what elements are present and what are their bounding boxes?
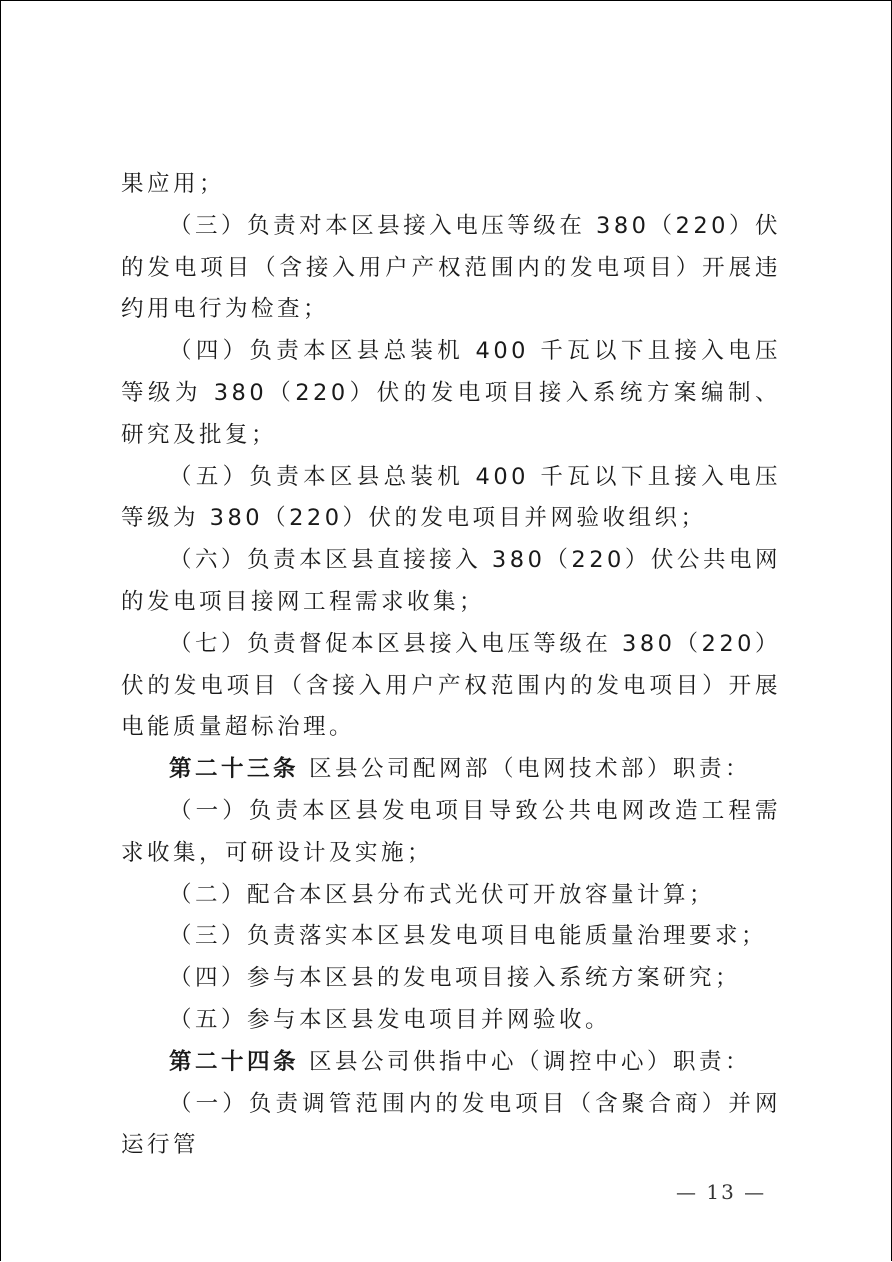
article-23-item-3: （三）负责落实本区县发电项目电能质量治理要求； <box>169 923 768 950</box>
article-24-heading: 第二十四条 <box>169 1048 300 1075</box>
paragraph-continuation: 果应用； <box>121 171 226 197</box>
article-24-item-1: （一）负责调管范围内的发电项目（含聚合商）并网运行管 <box>121 1090 781 1159</box>
paragraph-item-6: （六）负责本区县直接接入 380（220）伏公共电网的发电项目接网工程需求收集； <box>121 547 781 615</box>
article-24-text: 区县公司供指中心（调控中心）职责： <box>309 1048 752 1075</box>
paragraph-item-3: （三）负责对本区县接入电压等级在 380（220）伏的发电项目（含接入用户产权范围内的发电项目）开展违约用电行为检查； <box>121 212 781 323</box>
paragraph-item-5: （五）负责本区县总装机 400 千瓦以下且接入电压等级为 380（220）伏的发电项目并网验收组织； <box>121 463 781 532</box>
article-23 <box>121 749 781 791</box>
document-body <box>121 164 781 1167</box>
article-23-text: 区县公司配网部（电网技术部）职责： <box>309 756 752 783</box>
paragraph-item-7: （七）负责督促本区县接入电压等级在 380（220）伏的发电项目（含接入用户产权范围内的发电项目）开展电能质量超标治理。 <box>121 630 781 741</box>
article-23-heading: 第二十三条 <box>169 756 300 783</box>
article-24 <box>121 1042 781 1084</box>
paragraph-item-4: （四）负责本区县总装机 400 千瓦以下且接入电压等级为 380（220）伏的发电项目接入系统方案编制、研究及批复； <box>121 338 781 448</box>
article-23-item-1: （一）负责本区县发电项目导致公共电网改造工程需求收集，可研设计及实施； <box>121 797 781 866</box>
article-23-item-2: （二）配合本区县分布式光伏可开放容量计算； <box>169 881 716 908</box>
article-23-item-4: （四）参与本区县的发电项目接入系统方案研究； <box>169 965 742 992</box>
page-number: — 13 — <box>676 1180 767 1204</box>
article-23-item-5: （五）参与本区县发电项目并网验收。 <box>169 1006 612 1033</box>
